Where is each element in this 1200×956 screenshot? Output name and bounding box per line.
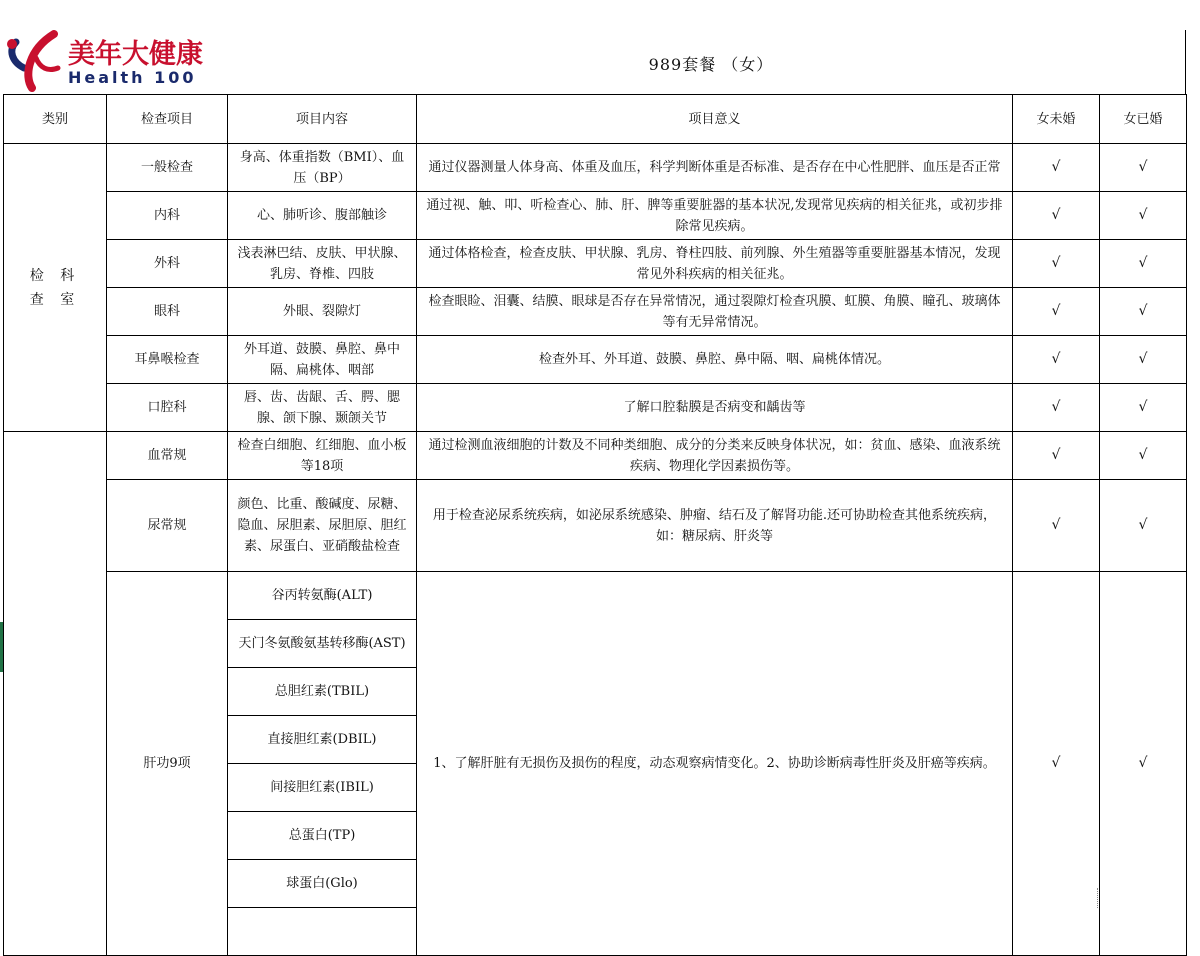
checkup-table [3, 94, 1187, 956]
married-check: √ [1100, 336, 1187, 384]
table-row [4, 480, 1187, 572]
logo-english-text: Health 100 [68, 68, 197, 87]
item-cell: 眼科 [107, 288, 228, 336]
unmarried-check: √ [1013, 572, 1100, 956]
header-border [1185, 30, 1186, 95]
header-item: 检查项目 [107, 95, 228, 144]
meaning-cell: 通过体格检查，检查皮肤、甲状腺、乳房、脊柱四肢、前列腺、外生殖器等重要脏器基本情况，发现常见外科疾病的相关征兆。 [417, 240, 1013, 288]
header-married: 女已婚 [1100, 95, 1187, 144]
unmarried-check: √ [1013, 432, 1100, 480]
category-cell-empty [4, 432, 107, 956]
table-row [4, 144, 1187, 192]
table-row [4, 240, 1187, 288]
logo-chinese-text: 美年大健康 [68, 39, 203, 70]
content-cell: 总胆红素(TBIL) [228, 668, 417, 716]
content-cell: 球蛋白(Glo) [228, 860, 417, 908]
married-check: √ [1100, 240, 1187, 288]
married-check: √ [1100, 144, 1187, 192]
unmarried-check: √ [1013, 240, 1100, 288]
content-cell: 外眼、裂隙灯 [228, 288, 417, 336]
item-cell: 血常规 [107, 432, 228, 480]
item-cell: 肝功9项 [107, 572, 228, 956]
table-header-row [4, 95, 1187, 144]
unmarried-check: √ [1013, 336, 1100, 384]
category-line: 查 室 [29, 291, 81, 308]
company-logo [2, 28, 207, 92]
married-check: √ [1100, 384, 1187, 432]
meaning-cell: 1、了解肝脏有无损伤及损伤的程度，动态观察病情变化。2、协助诊断病毒性肝炎及肝癌等疾病。 [417, 572, 1013, 956]
content-cell: 谷丙转氨酶(ALT) [228, 572, 417, 620]
married-check: √ [1100, 480, 1187, 572]
header-meaning: 项目意义 [417, 95, 1013, 144]
content-cell: 唇、齿、齿龈、舌、腭、腮腺、颌下腺、颞颌关节 [228, 384, 417, 432]
unmarried-check: √ [1013, 384, 1100, 432]
item-cell: 一般检查 [107, 144, 228, 192]
content-cell: 身高、体重指数（BMI）、血压（BP） [228, 144, 417, 192]
content-cell: 外耳道、鼓膜、鼻腔、鼻中隔、扁桃体、咽部 [228, 336, 417, 384]
header-unmarried: 女未婚 [1013, 95, 1100, 144]
content-cell: 检查白细胞、红细胞、血小板等18项 [228, 432, 417, 480]
content-cell: 心、肺听诊、腹部触诊 [228, 192, 417, 240]
meaning-cell: 通过仪器测量人体身高、体重及血压，科学判断体重是否标准、是否存在中心性肥胖、血压是否正常 [417, 144, 1013, 192]
meaning-cell: 了解口腔黏膜是否病变和龋齿等 [417, 384, 1013, 432]
table-row [4, 384, 1187, 432]
table-row [4, 288, 1187, 336]
item-cell: 口腔科 [107, 384, 228, 432]
table-row [4, 432, 1187, 480]
married-check: √ [1100, 192, 1187, 240]
content-cell: 间接胆红素(IBIL) [228, 764, 417, 812]
unmarried-check: √ [1013, 192, 1100, 240]
item-cell: 内科 [107, 192, 228, 240]
unmarried-check: √ [1013, 288, 1100, 336]
package-title: 989套餐 （女） [648, 55, 774, 74]
item-cell: 耳鼻喉检查 [107, 336, 228, 384]
meaning-cell: 检查眼睑、泪囊、结膜、眼球是否存在异常情况，通过裂隙灯检查巩膜、虹膜、角膜、瞳孔、玻璃体等有无异常情况。 [417, 288, 1013, 336]
content-cell-empty [228, 908, 417, 956]
content-cell: 总蛋白(TP) [228, 812, 417, 860]
married-check: √ [1100, 288, 1187, 336]
header-content: 项目内容 [228, 95, 417, 144]
table-row [4, 336, 1187, 384]
category-cell [4, 144, 107, 432]
item-cell: 尿常规 [107, 480, 228, 572]
meaning-cell: 通过视、触、叩、听检查心、肺、肝、脾等重要脏器的基本状况,发现常见疾病的相关征兆，或初步排除常见疾病。 [417, 192, 1013, 240]
meaning-cell: 检查外耳、外耳道、鼓膜、鼻腔、鼻中隔、咽、扁桃体情况。 [417, 336, 1013, 384]
meaning-cell: 用于检查泌尿系统疾病，如泌尿系统感染、肿瘤、结石及了解肾功能.还可协助检查其他系统疾病，如：糖尿病、肝炎等 [417, 480, 1013, 572]
married-check: √ [1100, 432, 1187, 480]
unmarried-check: √ [1013, 144, 1100, 192]
content-cell: 浅表淋巴结、皮肤、甲状腺、乳房、脊椎、四肢 [228, 240, 417, 288]
content-cell: 直接胆红素(DBIL) [228, 716, 417, 764]
logo-mark-icon [2, 28, 68, 92]
meaning-cell: 通过检测血液细胞的计数及不同种类细胞、成分的分类来反映身体状况，如：贫血、感染、血液系统疾病、物理化学因素损伤等。 [417, 432, 1013, 480]
unmarried-check: √ [1013, 480, 1100, 572]
item-cell: 外科 [107, 240, 228, 288]
table-row [4, 572, 1187, 620]
married-check: √ [1100, 572, 1187, 956]
header-category: 类别 [4, 95, 107, 144]
table-row [4, 192, 1187, 240]
content-cell: 天门冬氨酸氨基转移酶(AST) [228, 620, 417, 668]
content-cell: 颜色、比重、酸碱度、尿糖、隐血、尿胆素、尿胆原、胆红素、尿蛋白、亚硝酸盐检查 [228, 480, 417, 572]
category-line: 检 科 [29, 267, 81, 284]
